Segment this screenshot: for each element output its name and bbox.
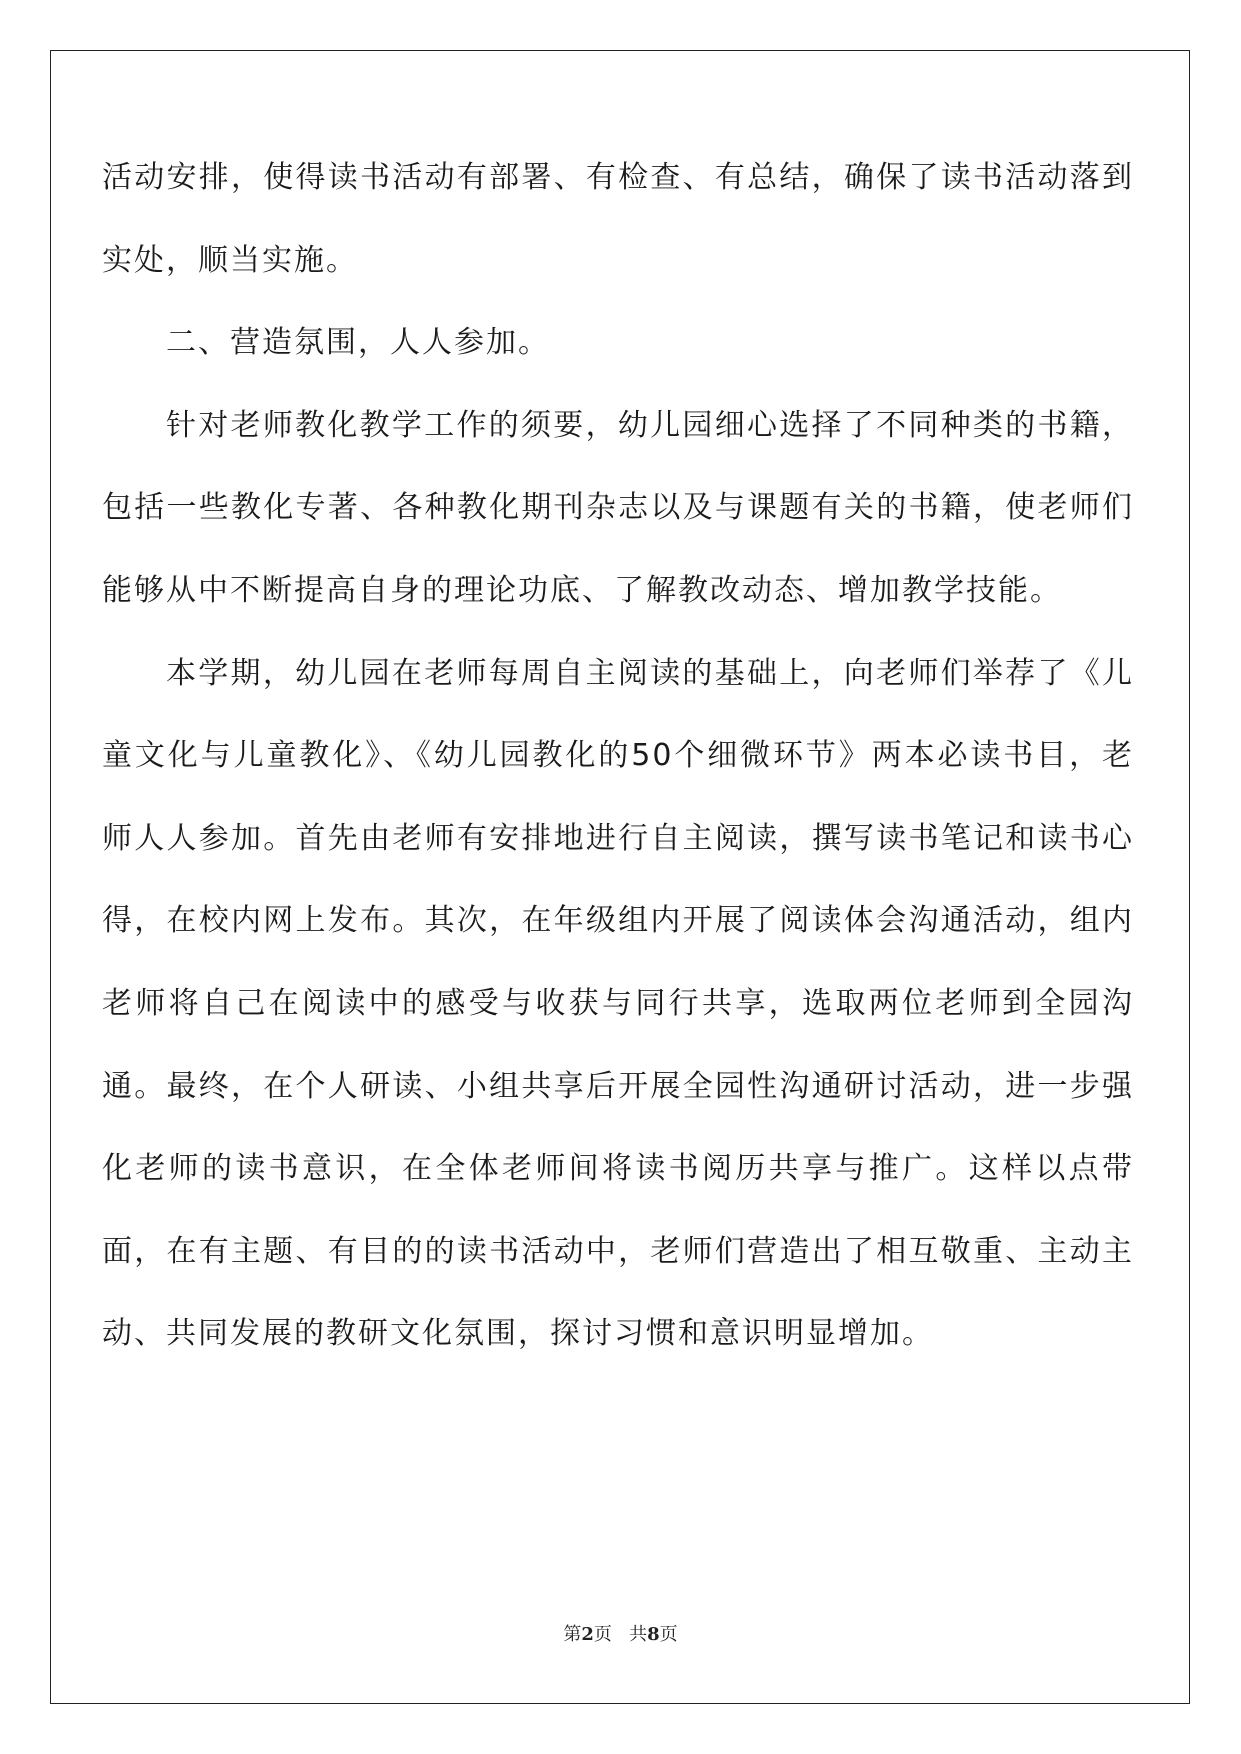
footer-prefix: 第 — [563, 1624, 582, 1645]
total-pages-number: 8 — [647, 1624, 660, 1645]
footer-suffix: 页 — [659, 1624, 678, 1645]
document-body — [102, 137, 1134, 1376]
current-page-number: 2 — [581, 1624, 594, 1645]
paragraph: 活动安排，使得读书活动有部署、有检查、有总结，确保了读书活动落到实处，顺当实施。 — [102, 160, 1134, 278]
paragraph: 针对老师教化教学工作的须要，幼儿园细心选择了不同种类的书籍，包括一些教化专著、各种教化期刊杂志以及与课题有关的书籍，使老师们能够从中不断提高自身的理论功底、了解教改动态、增加教学技能。 — [102, 407, 1134, 608]
section-heading: 二、营造氛围，人人参加。 — [166, 325, 550, 361]
footer-middle: 页 共 — [593, 1624, 648, 1645]
paragraph: 本学期，幼儿园在老师每周自主阅读的基础上，向老师们举荐了《儿童文化与儿童教化》、《幼儿园教化的50个细微环节》两本必读书目，老师人人参加。首先由老师有安排地进行自主阅读，撰写读书笔记和读书心得，在校内网上发布。其次，在年级组内开展了阅读体会沟通活动，组内老师将自己在阅读中的感受与收获与同行共享，选取两位老师到全园沟通。最终，在个人研读、小组共享后开展全园性沟通研讨活动，进一步强化老师的读书意识，在全体老师间将读书阅历共享与推广。这样以点带面，在有主题、有目的的读书活动中，老师们营造出了相互敬重、主动主动、共同发展的教研文化氛围，探讨习惯和意识明显增加。 — [102, 655, 1134, 1352]
page-footer — [0, 1620, 1241, 1646]
